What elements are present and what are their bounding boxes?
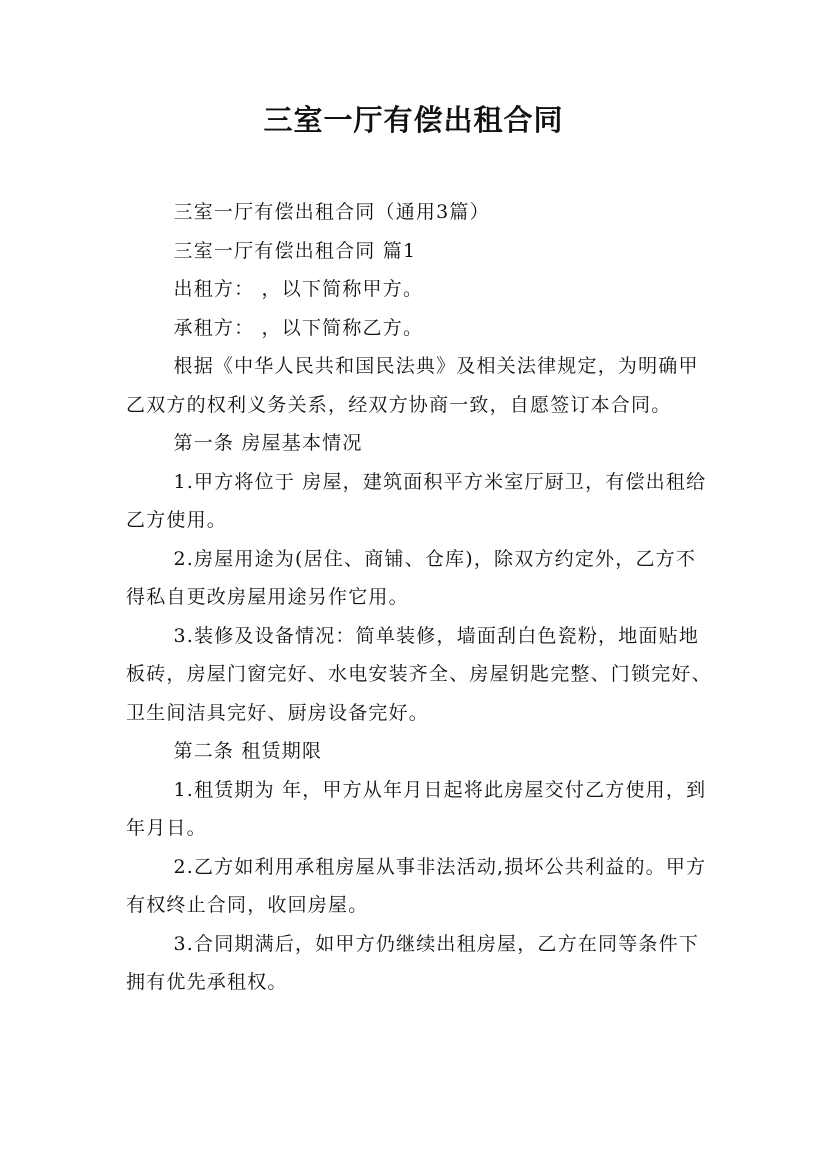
clause-1-item-1: 1.甲方将位于 房屋，建筑面积平方米室厅厨卫，有偿出租给乙方使用。: [126, 470, 707, 531]
document-body: [126, 193, 716, 1002]
preamble-paragraph: 根据《中华人民共和国民法典》及相关法律规定，为明确甲乙双方的权利义务关系，经双方协商一致，自愿签订本合同。: [126, 355, 699, 416]
clause-2-item-3: 3.合同期满后，如甲方仍继续出租房屋，乙方在同等条件下拥有优先承租权。: [126, 932, 700, 993]
clause-2-heading: 第二条 租赁期限: [173, 740, 323, 762]
clause-1-heading: 第一条 房屋基本情况: [173, 432, 363, 454]
doc-heading-article-1: 三室一厅有偿出租合同 篇1: [173, 239, 417, 262]
clause-2-item-2: 2.乙方如利用承租房屋从事非法活动,损坏公共利益的。甲方有权终止合同，收回房屋。: [126, 855, 707, 916]
lessor-line: 出租方： ，以下简称甲方。: [173, 278, 424, 300]
doc-heading-collection: 三室一厅有偿出租合同（通用3篇）: [173, 201, 490, 223]
clause-1-item-3: 3.装修及设备情况：简单装修，墙面刮白色瓷粉，地面贴地板砖，房屋门窗完好、水电安装齐全、房屋钥匙完整、门锁完好、卫生间洁具完好、厨房设备完好。: [126, 624, 712, 724]
clause-1-item-2: 2.房屋用途为(居住、商铺、仓库)，除双方约定外，乙方不得私自更改房屋用途另作它用。: [126, 547, 697, 608]
document-title: 三室一厅有偿出租合同: [263, 103, 564, 137]
clause-2-item-1: 1.租赁期为 年，甲方从年月日起将此房屋交付乙方使用，到年月日。: [126, 778, 707, 839]
lessee-line: 承租方： ，以下简称乙方。: [173, 316, 424, 339]
